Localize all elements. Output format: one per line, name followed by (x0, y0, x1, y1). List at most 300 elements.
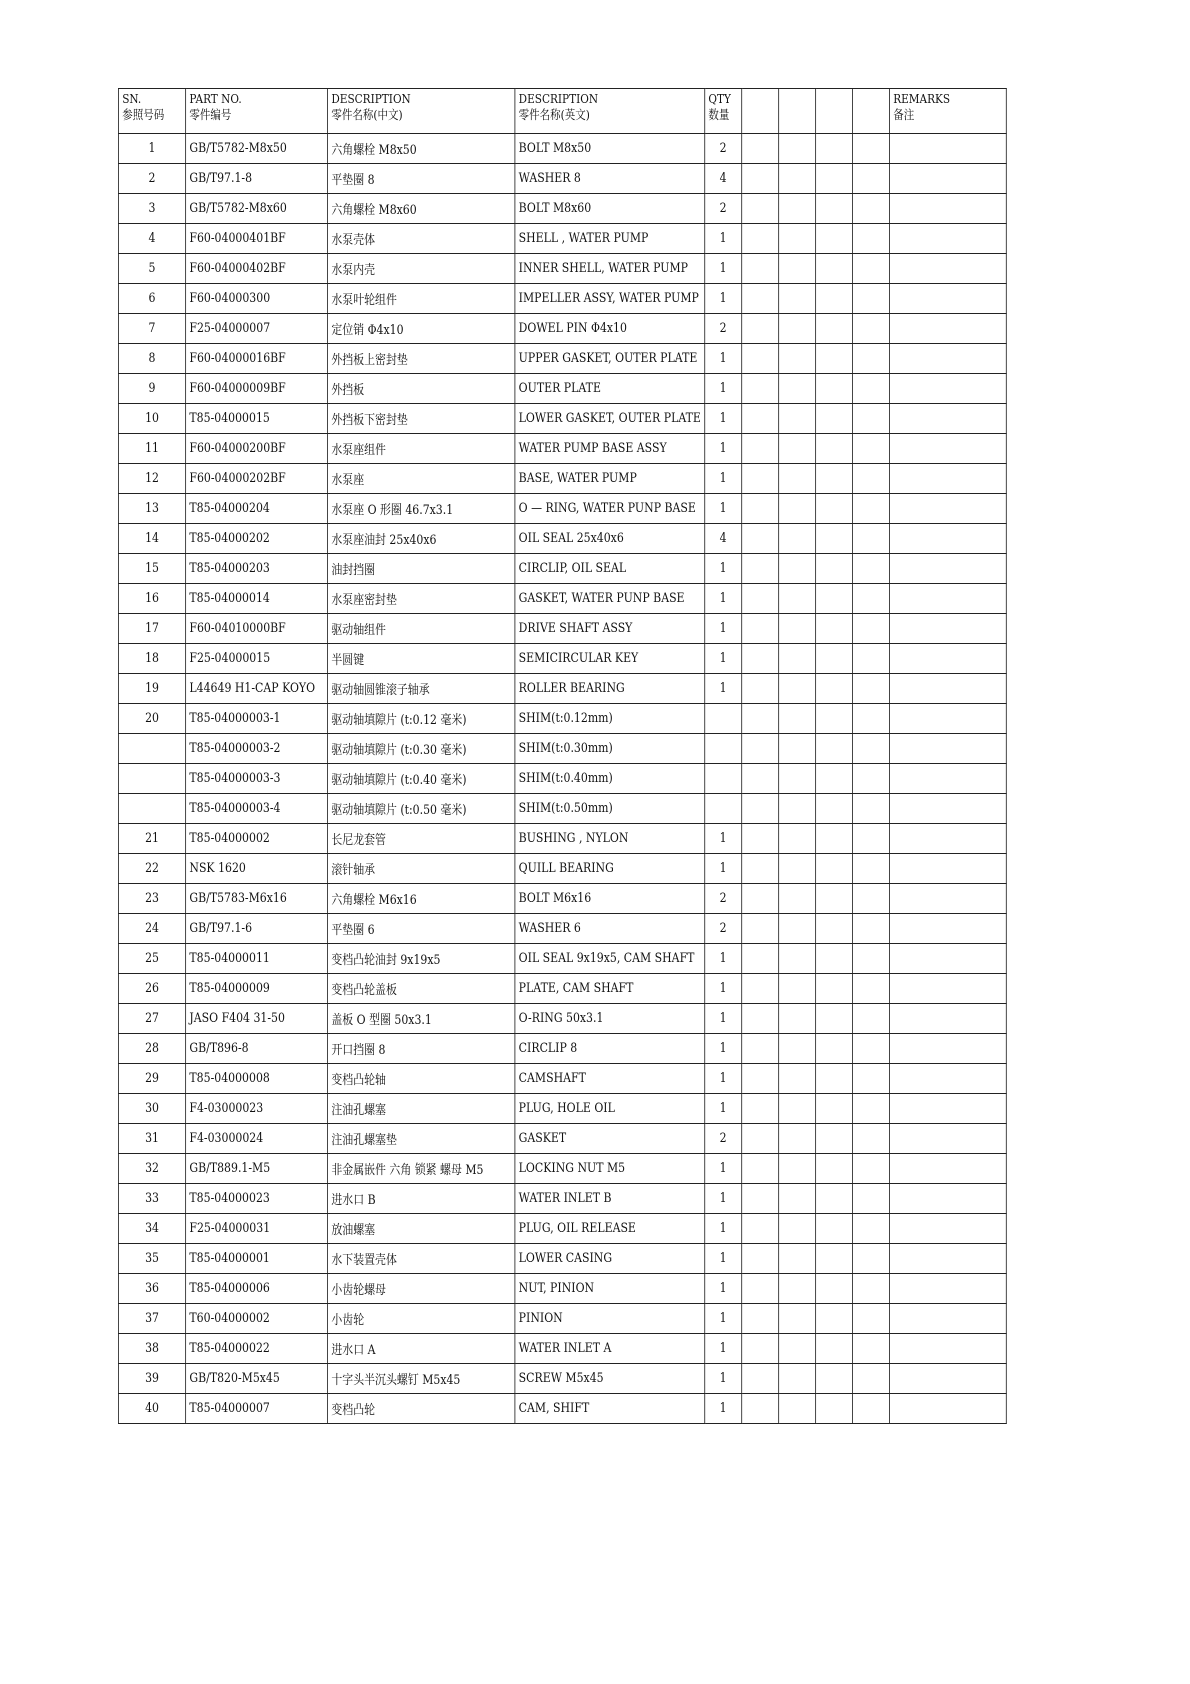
qty-cell: 2 (705, 884, 742, 914)
blank-cell (816, 1304, 853, 1334)
blank-cell (816, 464, 853, 494)
sn-cell: 25 (118, 944, 185, 974)
part-no-cell: JASO F404 31-50 (186, 1004, 328, 1034)
description-en-cell: DOWEL PIN Φ4x10 (515, 314, 705, 344)
sn-cell: 31 (118, 1124, 185, 1154)
remarks-cell (889, 584, 1006, 614)
part-no-cell: F60-04000016BF (186, 344, 328, 374)
blank-cell (742, 1064, 779, 1094)
remarks-cell (889, 434, 1006, 464)
sn-cell: 9 (118, 374, 185, 404)
description-en-cell: CIRCLIP 8 (515, 1034, 705, 1064)
part-no-cell: F60-04000009BF (186, 374, 328, 404)
description-cn-cell: 平垫圈 8 (328, 164, 515, 194)
header-remarks: REMARKS 备注 (889, 89, 1006, 134)
remarks-cell (889, 1034, 1006, 1064)
blank-cell (852, 1004, 889, 1034)
remarks-cell (889, 464, 1006, 494)
remarks-cell (889, 884, 1006, 914)
blank-cell (742, 254, 779, 284)
remarks-cell (889, 614, 1006, 644)
remarks-cell (889, 344, 1006, 374)
description-cn-cell: 小齿轮螺母 (328, 1274, 515, 1304)
qty-cell: 4 (705, 164, 742, 194)
sn-cell: 36 (118, 1274, 185, 1304)
part-no-cell: L44649 H1-CAP KOYO (186, 674, 328, 704)
blank-cell (816, 734, 853, 764)
blank-cell (852, 944, 889, 974)
description-en-cell: O — RING, WATER PUNP BASE (515, 494, 705, 524)
part-no-cell: T85-04000203 (186, 554, 328, 584)
remarks-cell (889, 284, 1006, 314)
parts-table (118, 88, 1007, 1424)
qty-cell: 2 (705, 194, 742, 224)
description-cn-cell: 水下装置壳体 (328, 1244, 515, 1274)
blank-cell (779, 614, 816, 644)
remarks-cell (889, 674, 1006, 704)
description-en-cell: GASKET (515, 1124, 705, 1154)
blank-cell (742, 944, 779, 974)
remarks-cell (889, 824, 1006, 854)
qty-cell: 1 (705, 1334, 742, 1364)
sn-cell: 21 (118, 824, 185, 854)
description-en-cell: LOWER GASKET, OUTER PLATE (515, 404, 705, 434)
blank-cell (852, 464, 889, 494)
table-row (118, 794, 1006, 824)
table-row (118, 284, 1006, 314)
sn-cell: 11 (118, 434, 185, 464)
remarks-cell (889, 554, 1006, 584)
blank-cell (742, 194, 779, 224)
sn-cell: 29 (118, 1064, 185, 1094)
blank-cell (742, 1334, 779, 1364)
sn-cell: 7 (118, 314, 185, 344)
sn-cell: 33 (118, 1184, 185, 1214)
blank-cell (742, 584, 779, 614)
description-en-cell: WATER INLET A (515, 1334, 705, 1364)
blank-cell (779, 434, 816, 464)
part-no-cell: T85-04000204 (186, 494, 328, 524)
description-en-cell: CAMSHAFT (515, 1064, 705, 1094)
sn-cell: 26 (118, 974, 185, 1004)
blank-cell (816, 1274, 853, 1304)
description-en-cell: LOWER CASING (515, 1244, 705, 1274)
description-cn-cell: 外挡板下密封垫 (328, 404, 515, 434)
blank-cell (816, 914, 853, 944)
description-en-cell: GASKET, WATER PUNP BASE (515, 584, 705, 614)
qty-cell: 1 (705, 1094, 742, 1124)
blank-cell (742, 464, 779, 494)
blank-cell (852, 224, 889, 254)
blank-cell (816, 434, 853, 464)
blank-cell (816, 614, 853, 644)
qty-cell: 1 (705, 1034, 742, 1064)
blank-cell (742, 884, 779, 914)
blank-cell (742, 704, 779, 734)
description-cn-cell: 水泵座密封垫 (328, 584, 515, 614)
blank-cell (816, 284, 853, 314)
header-blank-2 (779, 89, 816, 134)
description-en-cell: WASHER 8 (515, 164, 705, 194)
blank-cell (742, 554, 779, 584)
sn-cell: 30 (118, 1094, 185, 1124)
sn-cell: 13 (118, 494, 185, 524)
blank-cell (852, 1274, 889, 1304)
description-en-cell: QUILL BEARING (515, 854, 705, 884)
remarks-cell (889, 794, 1006, 824)
part-no-cell: NSK 1620 (186, 854, 328, 884)
sn-cell: 22 (118, 854, 185, 884)
table-row (118, 1214, 1006, 1244)
blank-cell (852, 1034, 889, 1064)
blank-cell (779, 734, 816, 764)
part-no-cell: GB/T820-M5x45 (186, 1364, 328, 1394)
remarks-cell (889, 524, 1006, 554)
blank-cell (779, 1094, 816, 1124)
blank-cell (852, 1364, 889, 1394)
blank-cell (852, 1304, 889, 1334)
description-en-cell: CIRCLIP, OIL SEAL (515, 554, 705, 584)
blank-cell (779, 794, 816, 824)
qty-cell: 1 (705, 374, 742, 404)
part-no-cell: F4-03000023 (186, 1094, 328, 1124)
description-cn-cell: 油封挡圈 (328, 554, 515, 584)
table-row (118, 704, 1006, 734)
table-row (118, 494, 1006, 524)
blank-cell (852, 194, 889, 224)
qty-cell: 4 (705, 524, 742, 554)
remarks-cell (889, 404, 1006, 434)
blank-cell (852, 674, 889, 704)
qty-cell: 1 (705, 284, 742, 314)
remarks-cell (889, 644, 1006, 674)
blank-cell (816, 1004, 853, 1034)
remarks-cell (889, 224, 1006, 254)
part-no-cell: F60-04000401BF (186, 224, 328, 254)
blank-cell (742, 524, 779, 554)
header-qty: QTY 数量 (705, 89, 742, 134)
table-row (118, 584, 1006, 614)
description-en-cell: PLATE, CAM SHAFT (515, 974, 705, 1004)
blank-cell (742, 494, 779, 524)
description-cn-cell: 驱动轴组件 (328, 614, 515, 644)
blank-cell (779, 1214, 816, 1244)
qty-cell: 1 (705, 674, 742, 704)
part-no-cell: GB/T889.1-M5 (186, 1154, 328, 1184)
description-en-cell: OUTER PLATE (515, 374, 705, 404)
blank-cell (852, 824, 889, 854)
description-cn-cell: 水泵座 (328, 464, 515, 494)
blank-cell (779, 1244, 816, 1274)
sn-cell: 10 (118, 404, 185, 434)
description-en-cell: PINION (515, 1304, 705, 1334)
blank-cell (742, 1364, 779, 1394)
table-row (118, 1004, 1006, 1034)
blank-cell (779, 1004, 816, 1034)
blank-cell (852, 734, 889, 764)
table-row (118, 914, 1006, 944)
description-en-cell: OIL SEAL 9x19x5, CAM SHAFT (515, 944, 705, 974)
qty-cell: 2 (705, 1124, 742, 1154)
sn-cell (118, 794, 185, 824)
description-cn-cell: 定位销 Φ4x10 (328, 314, 515, 344)
description-cn-cell: 开口挡圈 8 (328, 1034, 515, 1064)
blank-cell (779, 404, 816, 434)
remarks-cell (889, 1094, 1006, 1124)
qty-cell (705, 734, 742, 764)
description-cn-cell: 注油孔螺塞垫 (328, 1124, 515, 1154)
description-cn-cell: 水泵座组件 (328, 434, 515, 464)
description-en-cell: O-RING 50x3.1 (515, 1004, 705, 1034)
qty-cell: 1 (705, 1364, 742, 1394)
blank-cell (779, 1064, 816, 1094)
sn-cell: 18 (118, 644, 185, 674)
table-row (118, 1094, 1006, 1124)
blank-cell (852, 854, 889, 884)
header-blank-4 (852, 89, 889, 134)
blank-cell (852, 284, 889, 314)
blank-cell (816, 314, 853, 344)
blank-cell (816, 224, 853, 254)
description-cn-cell: 驱动轴圆锥滚子轴承 (328, 674, 515, 704)
qty-cell: 1 (705, 1214, 742, 1244)
blank-cell (816, 1124, 853, 1154)
part-no-cell: F25-04000015 (186, 644, 328, 674)
blank-cell (742, 134, 779, 164)
description-cn-cell: 六角螺栓 M6x16 (328, 884, 515, 914)
table-row (118, 524, 1006, 554)
blank-cell (779, 374, 816, 404)
part-no-cell: T85-04000003-1 (186, 704, 328, 734)
part-no-cell: T85-04000023 (186, 1184, 328, 1214)
description-en-cell: SHIM(t:0.50mm) (515, 794, 705, 824)
description-en-cell: OIL SEAL 25x40x6 (515, 524, 705, 554)
qty-cell: 1 (705, 1064, 742, 1094)
qty-cell: 1 (705, 1274, 742, 1304)
part-no-cell: T85-04000001 (186, 1244, 328, 1274)
qty-cell: 2 (705, 134, 742, 164)
blank-cell (742, 314, 779, 344)
description-cn-cell: 注油孔螺塞 (328, 1094, 515, 1124)
qty-cell (705, 764, 742, 794)
remarks-cell (889, 314, 1006, 344)
remarks-cell (889, 1064, 1006, 1094)
blank-cell (816, 824, 853, 854)
blank-cell (852, 1334, 889, 1364)
table-row (118, 1244, 1006, 1274)
blank-cell (816, 1184, 853, 1214)
description-en-cell: WATER PUMP BASE ASSY (515, 434, 705, 464)
blank-cell (852, 1214, 889, 1244)
blank-cell (852, 554, 889, 584)
description-en-cell: INNER SHELL, WATER PUMP (515, 254, 705, 284)
blank-cell (779, 854, 816, 884)
sn-cell: 19 (118, 674, 185, 704)
blank-cell (742, 374, 779, 404)
qty-cell: 1 (705, 1394, 742, 1424)
sn-cell: 34 (118, 1214, 185, 1244)
blank-cell (816, 404, 853, 434)
part-no-cell: T85-04000007 (186, 1394, 328, 1424)
part-no-cell: F60-04000202BF (186, 464, 328, 494)
description-en-cell: PLUG, HOLE OIL (515, 1094, 705, 1124)
blank-cell (779, 974, 816, 1004)
sn-cell: 20 (118, 704, 185, 734)
blank-cell (816, 674, 853, 704)
table-row (118, 164, 1006, 194)
description-cn-cell: 半圆键 (328, 644, 515, 674)
sn-cell (118, 734, 185, 764)
remarks-cell (889, 1304, 1006, 1334)
description-cn-cell: 平垫圈 6 (328, 914, 515, 944)
header-description-cn: DESCRIPTION 零件名称(中文) (328, 89, 515, 134)
blank-cell (779, 1184, 816, 1214)
description-cn-cell: 变档凸轮 (328, 1394, 515, 1424)
part-no-cell: T85-04000009 (186, 974, 328, 1004)
blank-cell (742, 224, 779, 254)
description-cn-cell: 水泵叶轮组件 (328, 284, 515, 314)
blank-cell (816, 1094, 853, 1124)
part-no-cell: T85-04000011 (186, 944, 328, 974)
blank-cell (816, 524, 853, 554)
description-cn-cell: 驱动轴填隙片 (t:0.50 毫米) (328, 794, 515, 824)
blank-cell (852, 584, 889, 614)
blank-cell (742, 1244, 779, 1274)
table-row (118, 644, 1006, 674)
part-no-cell: GB/T896-8 (186, 1034, 328, 1064)
blank-cell (779, 674, 816, 704)
table-row (118, 374, 1006, 404)
description-cn-cell: 水泵座油封 25x40x6 (328, 524, 515, 554)
table-row (118, 944, 1006, 974)
blank-cell (742, 914, 779, 944)
description-cn-cell: 水泵座 O 形圈 46.7x3.1 (328, 494, 515, 524)
qty-cell: 1 (705, 1244, 742, 1274)
blank-cell (816, 134, 853, 164)
blank-cell (742, 1184, 779, 1214)
blank-cell (742, 1154, 779, 1184)
header-row (118, 89, 1006, 134)
sn-cell: 37 (118, 1304, 185, 1334)
remarks-cell (889, 1274, 1006, 1304)
blank-cell (852, 344, 889, 374)
header-blank-1 (742, 89, 779, 134)
qty-cell: 1 (705, 1154, 742, 1184)
part-no-cell: F60-04000402BF (186, 254, 328, 284)
blank-cell (742, 1094, 779, 1124)
qty-cell: 1 (705, 254, 742, 284)
blank-cell (852, 1064, 889, 1094)
blank-cell (779, 1034, 816, 1064)
description-en-cell: SHIM(t:0.40mm) (515, 764, 705, 794)
blank-cell (852, 524, 889, 554)
description-cn-cell: 非金属嵌件 六角 锁紧 螺母 M5 (328, 1154, 515, 1184)
blank-cell (852, 764, 889, 794)
description-cn-cell: 水泵壳体 (328, 224, 515, 254)
table-row (118, 404, 1006, 434)
part-no-cell: T85-04000202 (186, 524, 328, 554)
sn-cell: 28 (118, 1034, 185, 1064)
sn-cell: 16 (118, 584, 185, 614)
blank-cell (742, 614, 779, 644)
description-cn-cell: 滚针轴承 (328, 854, 515, 884)
description-en-cell: BASE, WATER PUMP (515, 464, 705, 494)
sn-cell: 14 (118, 524, 185, 554)
blank-cell (852, 644, 889, 674)
description-en-cell: WATER INLET B (515, 1184, 705, 1214)
blank-cell (779, 704, 816, 734)
sn-cell: 40 (118, 1394, 185, 1424)
qty-cell: 1 (705, 644, 742, 674)
table-row (118, 1154, 1006, 1184)
sn-cell: 2 (118, 164, 185, 194)
description-en-cell: CAM, SHIFT (515, 1394, 705, 1424)
description-en-cell: SHIM(t:0.12mm) (515, 704, 705, 734)
blank-cell (816, 794, 853, 824)
blank-cell (816, 344, 853, 374)
description-cn-cell: 盖板 O 型圈 50x3.1 (328, 1004, 515, 1034)
remarks-cell (889, 164, 1006, 194)
table-row (118, 614, 1006, 644)
blank-cell (742, 1274, 779, 1304)
blank-cell (779, 1154, 816, 1184)
sn-cell: 17 (118, 614, 185, 644)
part-no-cell: F60-04000300 (186, 284, 328, 314)
table-row (118, 344, 1006, 374)
blank-cell (852, 884, 889, 914)
sn-cell: 39 (118, 1364, 185, 1394)
blank-cell (742, 1034, 779, 1064)
sn-cell: 38 (118, 1334, 185, 1364)
blank-cell (742, 434, 779, 464)
blank-cell (852, 1244, 889, 1274)
remarks-cell (889, 1004, 1006, 1034)
description-en-cell: ROLLER BEARING (515, 674, 705, 704)
description-cn-cell: 小齿轮 (328, 1304, 515, 1334)
blank-cell (816, 1064, 853, 1094)
table-row (118, 1304, 1006, 1334)
blank-cell (779, 464, 816, 494)
qty-cell: 1 (705, 554, 742, 584)
blank-cell (852, 164, 889, 194)
blank-cell (816, 1034, 853, 1064)
part-no-cell: F60-04000200BF (186, 434, 328, 464)
part-no-cell: T85-04000003-3 (186, 764, 328, 794)
sn-cell: 5 (118, 254, 185, 284)
part-no-cell: F25-04000031 (186, 1214, 328, 1244)
table-row (118, 824, 1006, 854)
blank-cell (742, 1004, 779, 1034)
description-en-cell: UPPER GASKET, OUTER PLATE (515, 344, 705, 374)
remarks-cell (889, 134, 1006, 164)
description-en-cell: BOLT M6x16 (515, 884, 705, 914)
description-en-cell: LOCKING NUT M5 (515, 1154, 705, 1184)
part-no-cell: T85-04000008 (186, 1064, 328, 1094)
blank-cell (852, 614, 889, 644)
blank-cell (852, 1154, 889, 1184)
blank-cell (779, 914, 816, 944)
sn-cell: 32 (118, 1154, 185, 1184)
blank-cell (742, 854, 779, 884)
blank-cell (742, 1394, 779, 1424)
description-en-cell: BUSHING , NYLON (515, 824, 705, 854)
table-row (118, 734, 1006, 764)
description-cn-cell: 水泵内壳 (328, 254, 515, 284)
description-cn-cell: 驱动轴填隙片 (t:0.12 毫米) (328, 704, 515, 734)
remarks-cell (889, 914, 1006, 944)
description-en-cell: SEMICIRCULAR KEY (515, 644, 705, 674)
table-row (118, 1334, 1006, 1364)
